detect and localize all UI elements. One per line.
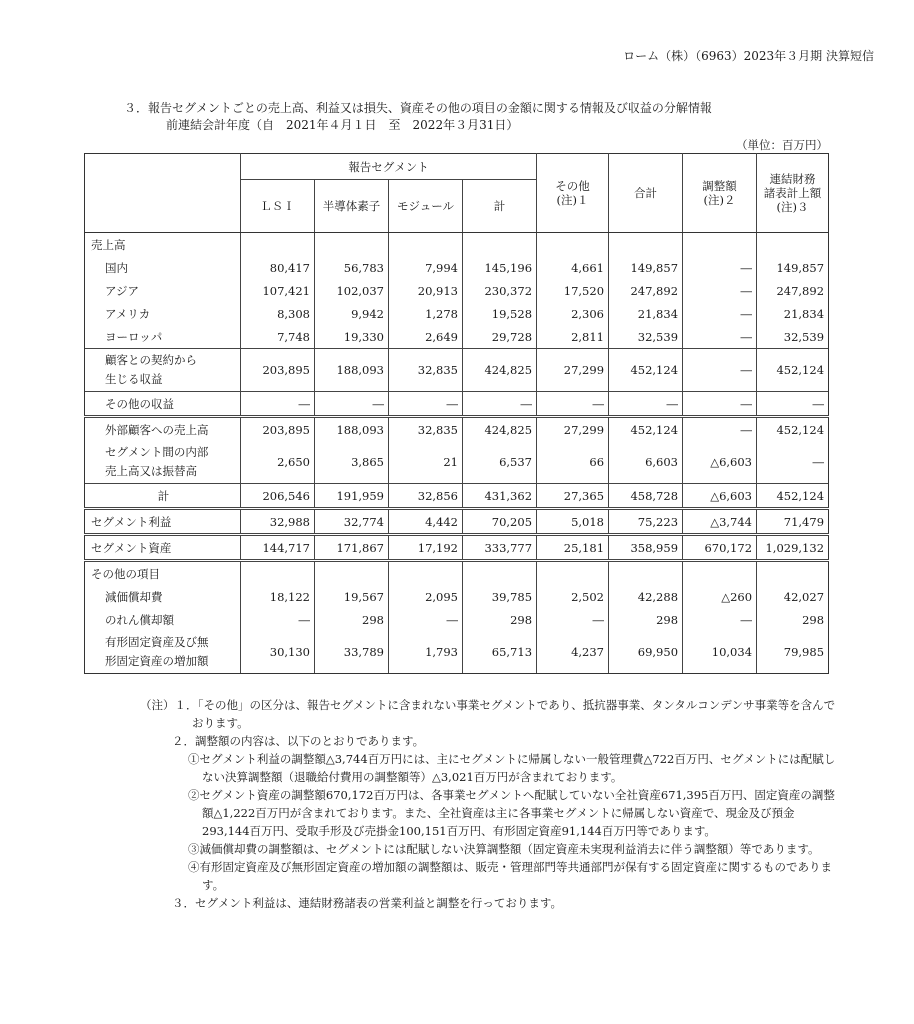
cell-value: 188,093 <box>315 349 389 392</box>
cell-value: 333,777 <box>463 535 537 561</box>
cell-empty <box>757 561 829 586</box>
cell-value: ― <box>463 392 537 417</box>
cell-value: 42,288 <box>609 585 683 608</box>
cell-value: 7,994 <box>389 256 463 279</box>
cell-value: ― <box>609 392 683 417</box>
page-header: ローム（株）（6963）2023年３月期 決算短信 <box>623 49 874 63</box>
cell-value: 298 <box>315 608 389 631</box>
cell-empty <box>463 561 537 586</box>
cell-value: 39,785 <box>463 585 537 608</box>
table-row <box>85 509 829 535</box>
cell-empty <box>241 233 315 257</box>
cell-value: 32,835 <box>389 417 463 442</box>
cell-value: 56,783 <box>315 256 389 279</box>
cell-empty <box>315 561 389 586</box>
table-row <box>85 484 829 509</box>
unit-label: （単位：百万円） <box>736 138 828 152</box>
cell-value: 29,728 <box>463 325 537 349</box>
cell-value: 102,037 <box>315 279 389 302</box>
cell-value: 203,895 <box>241 417 315 442</box>
cell-empty <box>537 561 609 586</box>
header-consolidated: 連結財務 諸表計上額 (注)３ <box>757 154 829 233</box>
row-label: 国内 <box>85 256 241 279</box>
cell-value: ― <box>757 441 829 484</box>
cell-value: 144,717 <box>241 535 315 561</box>
cell-value: ― <box>683 417 757 442</box>
cell-value: ― <box>315 392 389 417</box>
note-1 <box>140 696 840 732</box>
cell-value: 670,172 <box>683 535 757 561</box>
header-col-0: ＬＳＩ <box>241 180 315 233</box>
cell-value: 69,950 <box>609 631 683 674</box>
cell-value: 65,713 <box>463 631 537 674</box>
cell-value: 149,857 <box>609 256 683 279</box>
header-total: 合計 <box>609 154 683 233</box>
cell-value: 2,811 <box>537 325 609 349</box>
cell-value: 5,018 <box>537 509 609 535</box>
cell-value: ― <box>757 392 829 417</box>
cell-value: 247,892 <box>609 279 683 302</box>
cell-value: 75,223 <box>609 509 683 535</box>
cell-value: 247,892 <box>757 279 829 302</box>
cell-value: ― <box>537 392 609 417</box>
note-2-4: ④有形固定資産及び無形固定資産の増加額の調整額は、販売・管理部門等共通部門が保有する固定資産に関するものであります。 <box>188 860 832 892</box>
cell-value: △6,603 <box>683 484 757 509</box>
cell-value: 458,728 <box>609 484 683 509</box>
header-reporting-segment: 報告セグメント <box>241 154 537 180</box>
cell-value: ― <box>241 392 315 417</box>
cell-value: 4,237 <box>537 631 609 674</box>
cell-value: 431,362 <box>463 484 537 509</box>
cell-value: 6,537 <box>463 441 537 484</box>
cell-value: 10,034 <box>683 631 757 674</box>
row-label: アメリカ <box>85 302 241 325</box>
cell-value: 1,793 <box>389 631 463 674</box>
cell-value: △6,603 <box>683 441 757 484</box>
row-label: その他の収益 <box>85 392 241 417</box>
cell-value: 27,365 <box>537 484 609 509</box>
row-label: 減価償却費 <box>85 585 241 608</box>
cell-empty <box>609 233 683 257</box>
table-row <box>85 279 829 302</box>
period-label: 前連結会計年度（自 2021年４月１日 至 2022年３月31日） <box>166 118 519 132</box>
cell-value: 32,774 <box>315 509 389 535</box>
cell-empty <box>463 233 537 257</box>
section-row <box>85 233 829 257</box>
segment-table <box>84 153 829 674</box>
cell-empty <box>537 233 609 257</box>
section-title: ３．報告セグメントごとの売上高、利益又は損失、資産その他の項目の金額に関する情報及び収益の分解情報 <box>124 101 712 115</box>
cell-value: △260 <box>683 585 757 608</box>
note-3: ３．セグメント利益は、連結財務諸表の営業利益と調整を行っております。 <box>172 896 562 910</box>
cell-value: 71,479 <box>757 509 829 535</box>
header-other: その他 (注)１ <box>537 154 609 233</box>
cell-value: 32,539 <box>757 325 829 349</box>
cell-value: 2,502 <box>537 585 609 608</box>
row-label: ヨーロッパ <box>85 325 241 349</box>
note-2-2: ②セグメント資産の調整額670,172百万円は、各事業セグメントへ配賦していない全社資産671,395百万円、固定資産の調整額△1,222百万円が含まれております。また、全社資産は主に各事業セグメントに帰属しない資産で、現金及び預金293,144百万円、受取手形及び売掛金100,151百万円、有形固定資産91,144百万円等であります。 <box>188 788 835 838</box>
cell-value: ― <box>389 608 463 631</box>
row-label: セグメント利益 <box>85 509 241 535</box>
cell-value: 149,857 <box>757 256 829 279</box>
cell-value: ― <box>683 608 757 631</box>
cell-value: 42,027 <box>757 585 829 608</box>
table-row <box>85 441 829 484</box>
table-row <box>85 349 829 392</box>
cell-value: 8,308 <box>241 302 315 325</box>
table-row <box>85 631 829 674</box>
cell-value: 17,192 <box>389 535 463 561</box>
cell-value: 21 <box>389 441 463 484</box>
note-2-1: ①セグメント利益の調整額△3,744百万円には、主にセグメントに帰属しない一般管理費△722百万円、セグメントには配賦しない決算調整額（退職給付費用の調整額等）△3,021百万円が含まれております。 <box>188 752 836 784</box>
cell-value: 203,895 <box>241 349 315 392</box>
cell-empty <box>757 233 829 257</box>
cell-value: 9,942 <box>315 302 389 325</box>
cell-value: 298 <box>609 608 683 631</box>
cell-value: 7,748 <box>241 325 315 349</box>
cell-value: 171,867 <box>315 535 389 561</box>
cell-value: 358,959 <box>609 535 683 561</box>
row-label: 外部顧客への売上高 <box>85 417 241 442</box>
cell-value: 32,539 <box>609 325 683 349</box>
row-label: 計 <box>85 484 241 509</box>
header-col-2: モジュール <box>389 180 463 233</box>
cell-value: 33,789 <box>315 631 389 674</box>
cell-value: 27,299 <box>537 417 609 442</box>
cell-empty <box>389 561 463 586</box>
cell-value: 452,124 <box>757 484 829 509</box>
section-label: その他の項目 <box>85 561 241 586</box>
row-label: 顧客との契約から 生じる収益 <box>85 349 241 392</box>
cell-value: △3,744 <box>683 509 757 535</box>
cell-value: 21,834 <box>757 302 829 325</box>
note-1-text: 「その他」の区分は、報告セグメントに含まれない事業セグメントであり、抵抗器事業、タンタルコンデンサ事業等を含んでおります。 <box>192 698 836 730</box>
notes <box>140 696 840 912</box>
cell-value: 80,417 <box>241 256 315 279</box>
table-row <box>85 302 829 325</box>
cell-empty <box>389 233 463 257</box>
cell-empty <box>683 561 757 586</box>
cell-value: ― <box>683 325 757 349</box>
row-label: のれん償却額 <box>85 608 241 631</box>
cell-value: ― <box>389 392 463 417</box>
cell-value: 424,825 <box>463 349 537 392</box>
cell-value: 17,520 <box>537 279 609 302</box>
table-row <box>85 325 829 349</box>
cell-value: 206,546 <box>241 484 315 509</box>
cell-value: 424,825 <box>463 417 537 442</box>
cell-empty <box>241 561 315 586</box>
cell-value: 1,278 <box>389 302 463 325</box>
cell-value: 188,093 <box>315 417 389 442</box>
table-row <box>85 256 829 279</box>
row-label: セグメント間の内部 売上高又は振替高 <box>85 441 241 484</box>
cell-empty <box>315 233 389 257</box>
cell-value: 3,865 <box>315 441 389 484</box>
row-label: セグメント資産 <box>85 535 241 561</box>
cell-value: 2,650 <box>241 441 315 484</box>
cell-value: 27,299 <box>537 349 609 392</box>
table-row <box>85 608 829 631</box>
cell-value: 2,649 <box>389 325 463 349</box>
cell-value: 21,834 <box>609 302 683 325</box>
cell-value: ― <box>683 392 757 417</box>
cell-value: 32,856 <box>389 484 463 509</box>
cell-value: 298 <box>463 608 537 631</box>
header-blank <box>85 154 241 233</box>
cell-value: 79,985 <box>757 631 829 674</box>
cell-value: 20,913 <box>389 279 463 302</box>
header-adjustment: 調整額 (注)２ <box>683 154 757 233</box>
cell-value: ― <box>683 302 757 325</box>
cell-value: ― <box>241 608 315 631</box>
cell-value: ― <box>537 608 609 631</box>
row-label: 有形固定資産及び無 形固定資産の増加額 <box>85 631 241 674</box>
cell-value: 1,029,132 <box>757 535 829 561</box>
cell-value: 19,528 <box>463 302 537 325</box>
table-row <box>85 535 829 561</box>
cell-value: 4,442 <box>389 509 463 535</box>
section-label: 売上高 <box>85 233 241 257</box>
cell-value: 30,130 <box>241 631 315 674</box>
cell-value: 25,181 <box>537 535 609 561</box>
cell-value: 19,567 <box>315 585 389 608</box>
header-row-1 <box>85 154 829 180</box>
header-col-1: 半導体素子 <box>315 180 389 233</box>
cell-value: 145,196 <box>463 256 537 279</box>
cell-value: 32,835 <box>389 349 463 392</box>
section-row <box>85 561 829 586</box>
cell-value: 452,124 <box>609 349 683 392</box>
note-2-3: ③減価償却費の調整額は、セグメントには配賦しない決算調整額（固定資産未実現利益消去に伴う調整額）等であります。 <box>188 842 820 856</box>
cell-value: 452,124 <box>757 417 829 442</box>
cell-value: 298 <box>757 608 829 631</box>
cell-empty <box>609 561 683 586</box>
cell-value: ― <box>683 256 757 279</box>
note-mark: （注）１． <box>140 698 198 712</box>
table-row <box>85 417 829 442</box>
cell-value: ― <box>683 349 757 392</box>
cell-value: 2,306 <box>537 302 609 325</box>
cell-value: 4,661 <box>537 256 609 279</box>
cell-value: 191,959 <box>315 484 389 509</box>
note-2: ２．調整額の内容は、以下のとおりであります。 <box>172 734 425 748</box>
row-label: アジア <box>85 279 241 302</box>
cell-value: 452,124 <box>609 417 683 442</box>
cell-value: 18,122 <box>241 585 315 608</box>
table-row <box>85 585 829 608</box>
cell-value: 230,372 <box>463 279 537 302</box>
table-row <box>85 392 829 417</box>
cell-value: 19,330 <box>315 325 389 349</box>
cell-value: 107,421 <box>241 279 315 302</box>
cell-value: ― <box>683 279 757 302</box>
cell-value: 66 <box>537 441 609 484</box>
cell-value: 6,603 <box>609 441 683 484</box>
cell-value: 2,095 <box>389 585 463 608</box>
cell-value: 32,988 <box>241 509 315 535</box>
cell-value: 452,124 <box>757 349 829 392</box>
header-col-3: 計 <box>463 180 537 233</box>
cell-empty <box>683 233 757 257</box>
cell-value: 70,205 <box>463 509 537 535</box>
